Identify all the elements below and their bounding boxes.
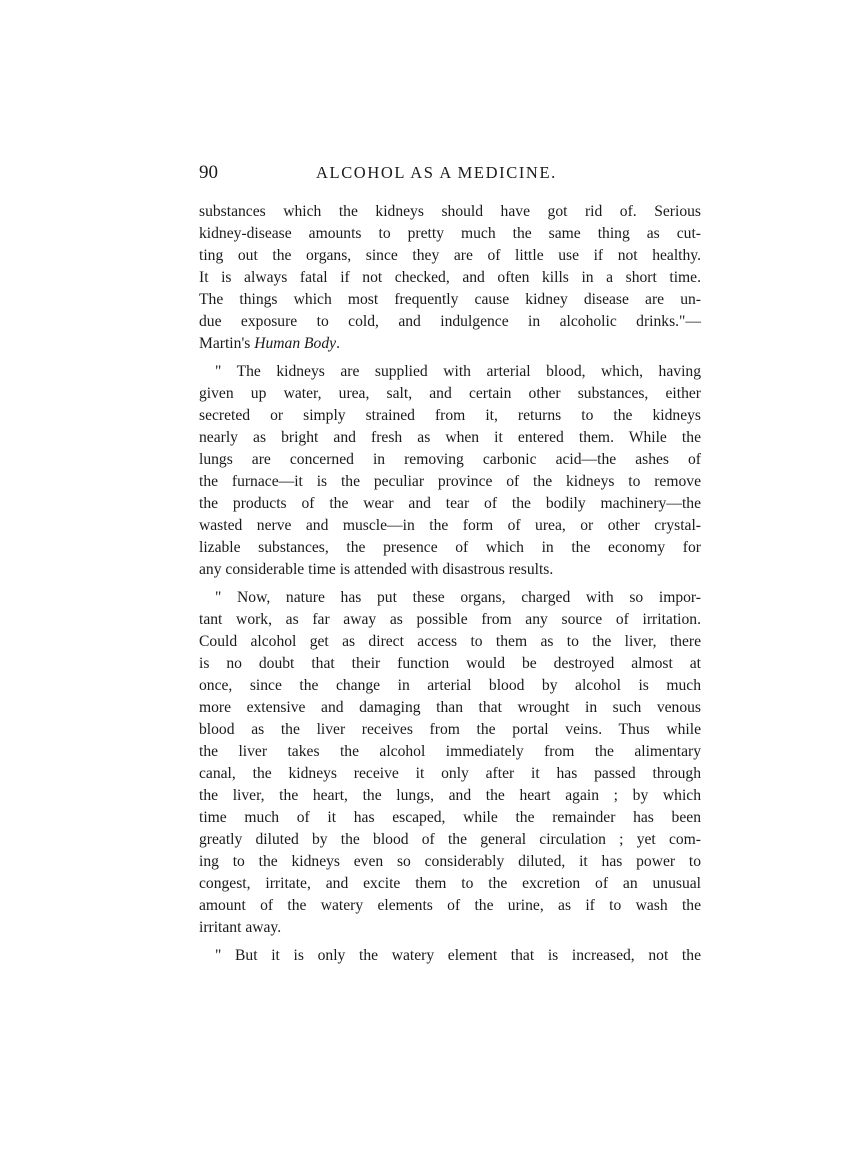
text-line: given up water, urea, salt, and certain other substances, either <box>199 385 701 402</box>
body-text <box>199 201 701 967</box>
text-line: wasted nerve and muscle—in the form of urea, or other crystal- <box>199 517 701 534</box>
text-line: substances which the kidneys should have got rid of. Serious <box>199 203 701 220</box>
paragraph-2 <box>199 361 701 581</box>
text-line: is no doubt that their function would be destroyed almost at <box>199 655 701 672</box>
text-line: the liver, the heart, the lungs, and the heart again ; by which <box>199 787 701 804</box>
text-line: lizable substances, the presence of which in the economy for <box>199 539 701 556</box>
text-line: canal, the kidneys receive it only after it has passed through <box>199 765 701 782</box>
text-line: nearly as bright and fresh as when it entered them. While the <box>199 429 701 446</box>
attribution-title: Human Body <box>254 335 337 352</box>
text-line: the furnace—it is the peculiar province of the kidneys to remove <box>199 473 701 490</box>
text-line: more extensive and damaging than that wrought in such venous <box>199 699 701 716</box>
text-line: congest, irritate, and excite them to the excretion of an unusual <box>199 875 701 892</box>
text-line: ing to the kidneys even so considerably diluted, it has power to <box>199 853 701 870</box>
page-number: 90 <box>199 162 218 183</box>
text-line: " The kidneys are supplied with arterial blood, which, having <box>215 363 701 380</box>
attribution-author: Martin's <box>199 335 255 352</box>
paragraph-1 <box>199 201 701 355</box>
text-line: Could alcohol get as direct access to them as to the liver, there <box>199 633 701 650</box>
text-line: ting out the organs, since they are of little use if not healthy. <box>199 247 701 264</box>
running-header <box>199 160 701 186</box>
text-line: lungs are concerned in removing carbonic acid—the ashes of <box>199 451 701 468</box>
text-line: kidney-disease amounts to pretty much the same thing as cut- <box>199 225 701 242</box>
text-line: amount of the watery elements of the urine, as if to wash the <box>199 897 701 914</box>
text-line: " Now, nature has put these organs, charged with so impor- <box>215 589 701 606</box>
text-line: time much of it has escaped, while the remainder has been <box>199 809 701 826</box>
text-line: the liver takes the alcohol immediately from the alimentary <box>199 743 701 760</box>
paragraph-4 <box>199 945 701 967</box>
text-line: the products of the wear and tear of the bodily machinery—the <box>199 495 701 512</box>
text-line: any considerable time is attended with disastrous results. <box>199 561 554 578</box>
text-line: blood as the liver receives from the portal veins. Thus while <box>199 721 701 738</box>
text-line: greatly diluted by the blood of the general circulation ; yet com- <box>199 831 701 848</box>
book-page <box>199 160 701 967</box>
text-line: It is always fatal if not checked, and often kills in a short time. <box>199 269 701 286</box>
attribution-suffix: . <box>336 335 340 352</box>
running-title: ALCOHOL AS A MEDICINE. <box>316 163 557 182</box>
text-line: due exposure to cold, and indulgence in alcoholic drinks."— <box>199 313 701 330</box>
text-line: secreted or simply strained from it, returns to the kidneys <box>199 407 701 424</box>
text-line: The things which most frequently cause kidney disease are un- <box>199 291 701 308</box>
text-line: " But it is only the watery element that is increased, not the <box>215 947 701 964</box>
attribution-line <box>199 333 701 355</box>
text-line: tant work, as far away as possible from any source of irritation. <box>199 611 701 628</box>
text-line: once, since the change in arterial blood by alcohol is much <box>199 677 701 694</box>
text-line: irritant away. <box>199 919 282 936</box>
paragraph-3 <box>199 587 701 939</box>
